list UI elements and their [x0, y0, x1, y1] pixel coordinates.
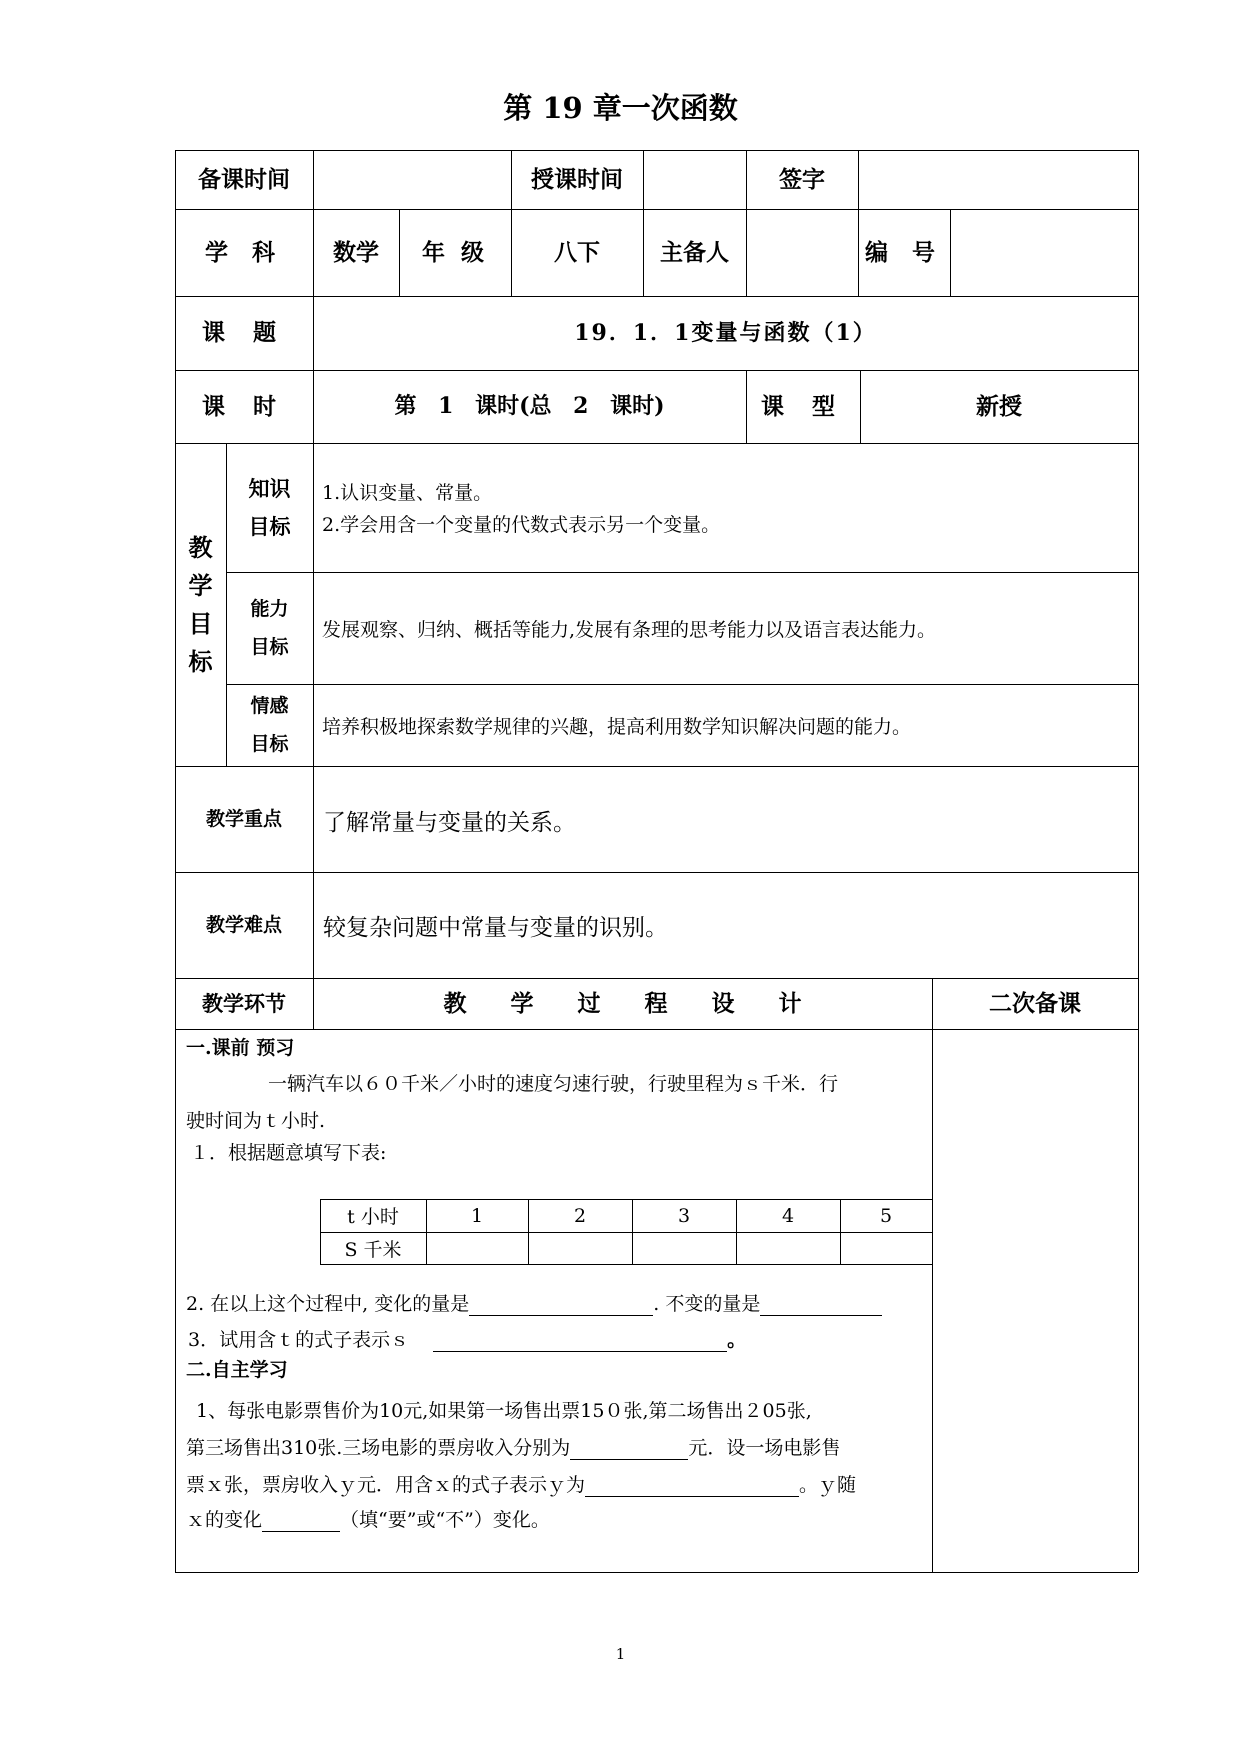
- stage-label: 教学环节: [202, 990, 286, 1016]
- difficulty-label: 教学难点: [205, 913, 282, 936]
- table-cell: 1: [470, 1204, 484, 1227]
- self-study-heading: 二.自主学习: [186, 1359, 288, 1381]
- line4-text-b: （填“要”或“不”）变化。: [340, 1509, 550, 1531]
- self-study-line4: [186, 1505, 550, 1532]
- emotion-label: [226, 684, 313, 766]
- table-row-label: S 千米: [344, 1238, 402, 1261]
- knowledge-label: [226, 443, 313, 572]
- line3-text-b: 。ｙ随: [799, 1474, 857, 1496]
- lead-label: 主备人: [660, 238, 729, 266]
- type-value: 新授: [976, 392, 1022, 420]
- preview-intro-line2: 驶时间为ｔ小时.: [186, 1110, 326, 1132]
- knowledge-label-line: 知识: [248, 475, 291, 501]
- self-study-line3: [186, 1470, 856, 1497]
- q3-end: 。: [727, 1329, 747, 1351]
- period-value: 第 1 课时(总 2 课时): [394, 393, 665, 420]
- type-label: 课 型: [760, 392, 845, 420]
- line4-text-a: ｘ的变化: [186, 1509, 263, 1531]
- knowledge-item-2: 2.学会用含一个变量的代数式表示另一个变量。: [322, 514, 721, 536]
- table-cell: 5: [879, 1204, 893, 1227]
- preview-q3: [188, 1325, 746, 1352]
- ability-label: [226, 572, 313, 684]
- self-study-line2: [186, 1433, 840, 1460]
- line2-text-b: 元．设一场电影售: [688, 1437, 841, 1459]
- sign-value[interactable]: [858, 150, 1138, 209]
- q2-answer-blank-1[interactable]: [469, 1297, 653, 1316]
- emotion-label-line: 情感: [250, 695, 289, 717]
- knowledge-item-1: 1.认识变量、常量。: [322, 482, 493, 504]
- key-point-label: 教学重点: [205, 807, 282, 830]
- ability-text: 发展观察、归纳、概括等能力,发展有条理的思考能力以及语言表达能力。: [322, 619, 937, 641]
- number-label: 编 号: [864, 238, 943, 266]
- preview-q2: [186, 1289, 882, 1316]
- teach-time-value[interactable]: [643, 150, 746, 209]
- table-input-cell[interactable]: [426, 1232, 528, 1264]
- second-prep-label: 二次备课: [989, 989, 1081, 1017]
- subject-value: 数学: [333, 238, 379, 266]
- preview-heading: 一.课前 预习: [186, 1037, 295, 1059]
- table-row-label: t 小时: [347, 1206, 399, 1228]
- table-border: [175, 872, 1138, 873]
- page-number: 1: [615, 1645, 626, 1663]
- emotion-label-line: 目标: [250, 733, 289, 755]
- preview-q1: １．根据题意填写下表:: [190, 1142, 387, 1164]
- q3-answer-blank[interactable]: [433, 1333, 727, 1352]
- table-border: [320, 1264, 932, 1265]
- knowledge-label-line: 目标: [248, 513, 291, 539]
- table-input-cell[interactable]: [736, 1232, 840, 1264]
- emotion-text: 培养积极地探索数学规律的兴趣，提高利用数学知识解决问题的能力。: [322, 716, 912, 738]
- prep-time-value[interactable]: [313, 150, 511, 209]
- preview-intro-line1: 一辆汽车以６０千米／小时的速度匀速行驶，行驶里程为ｓ千米．行: [268, 1073, 839, 1095]
- box-office-blank[interactable]: [570, 1441, 688, 1460]
- objectives-group-label: [175, 443, 226, 766]
- topic-value: 19．1．1变量与函数（1）: [574, 319, 877, 346]
- page-title: 第 19 章一次函数: [503, 91, 738, 125]
- number-value[interactable]: [950, 209, 1138, 296]
- table-cell: 2: [573, 1204, 587, 1227]
- objectives-char: 教: [188, 532, 213, 562]
- objectives-char: 学: [188, 570, 213, 600]
- key-point-text: 了解常量与变量的关系。: [323, 810, 576, 836]
- table-border: [175, 766, 1138, 767]
- grade-value: 八下: [554, 238, 600, 266]
- table-border: [226, 684, 1138, 685]
- teach-time-label: 授课时间: [531, 165, 623, 193]
- table-border: [175, 443, 1138, 444]
- table-border: [932, 978, 933, 1572]
- table-input-cell[interactable]: [840, 1232, 932, 1264]
- sign-label: 签字: [779, 165, 825, 193]
- q2-text-b: . 不变的量是: [653, 1293, 761, 1315]
- table-border: [226, 572, 1138, 573]
- table-cell: 4: [781, 1204, 795, 1227]
- objectives-char: 标: [188, 646, 213, 676]
- ability-label-line: 能力: [250, 598, 289, 620]
- period-label: 课 时: [201, 392, 286, 420]
- line3-text-a: 票ｘ张，票房收入ｙ元．用含ｘ的式子表示ｙ为: [186, 1474, 586, 1496]
- table-input-cell[interactable]: [528, 1232, 632, 1264]
- difficulty-text: 较复杂问题中常量与变量的识别。: [323, 915, 668, 941]
- subject-label: 学 科: [204, 238, 283, 266]
- table-border: [175, 1572, 1138, 1573]
- table-cell: 3: [677, 1204, 691, 1227]
- lead-value[interactable]: [746, 209, 858, 296]
- q2-text-a: 2. 在以上这个过程中, 变化的量是: [186, 1293, 470, 1315]
- q2-answer-blank-2[interactable]: [760, 1297, 882, 1316]
- grade-label: 年 级: [421, 238, 488, 266]
- line2-text-a: 第三场售出310张.三场电影的票房收入分别为: [186, 1437, 571, 1459]
- table-border: [1138, 150, 1139, 1572]
- table-input-cell[interactable]: [632, 1232, 736, 1264]
- design-label: 教 学 过 程 设 计: [443, 989, 802, 1017]
- expression-blank[interactable]: [585, 1478, 799, 1497]
- topic-label: 课 题: [201, 319, 286, 347]
- self-study-line1: 1、每张电影票售价为10元,如果第一场售出票15０张,第二场售出２05张,: [196, 1400, 812, 1422]
- table-border: [175, 1029, 1138, 1030]
- q3-text: 3．试用含ｔ的式子表示ｓ: [188, 1329, 410, 1351]
- objectives-char: 目: [188, 608, 213, 638]
- ability-label-line: 目标: [250, 636, 289, 658]
- change-blank[interactable]: [262, 1513, 340, 1532]
- prep-time-label: 备课时间: [198, 165, 290, 193]
